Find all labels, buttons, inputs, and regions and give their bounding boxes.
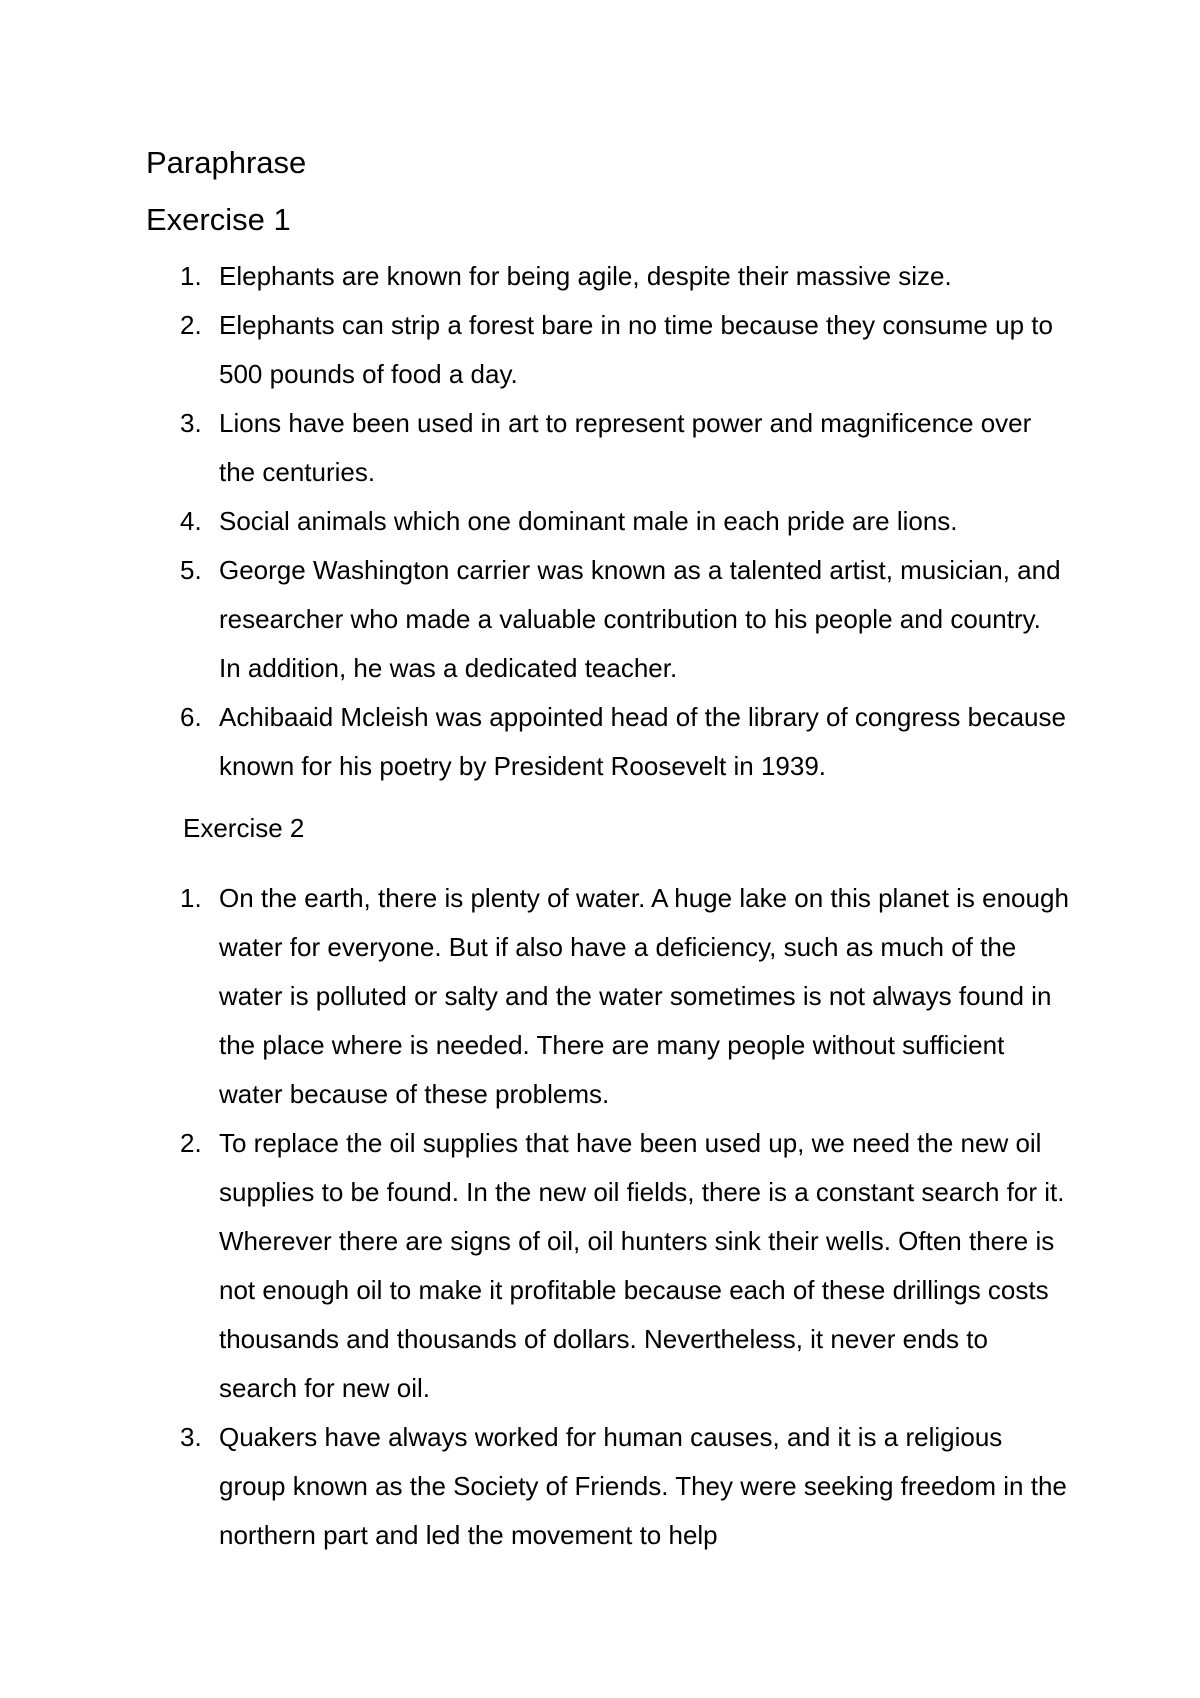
list-item-text: Elephants are known for being agile, despite their massive size.: [219, 261, 952, 291]
list-item: [0, 399, 1069, 497]
page-title: Paraphrase: [146, 145, 307, 180]
list-item-text: On the earth, there is plenty of water. A huge lake on this planet is enough water for everyone. But if also have a deficiency, such as much of the water is polluted or salty and the water sometimes is not always found in the place where is needed. There are many people without sufficient water because of these problems.: [219, 883, 1069, 1109]
list-item-text: George Washington carrier was known as a talented artist, musician, and researcher who made a valuable contribution to his people and country. In addition, he was a dedicated teacher.: [219, 555, 1061, 683]
list-item-text: Achibaaid Mcleish was appointed head of the library of congress because known for his poetry by President Roosevelt in 1939.: [219, 702, 1066, 781]
list-item: [0, 1119, 1069, 1413]
list-marker: 3.: [180, 408, 202, 438]
list-marker: 2.: [180, 1128, 202, 1158]
list-item-text: Elephants can strip a forest bare in no time because they consume up to 500 pounds of food a day.: [219, 310, 1053, 389]
exercise-1-heading: Exercise 1: [146, 202, 291, 237]
list-item-text: Quakers have always worked for human causes, and it is a religious group known as the Society of Friends. They were seeking freedom in the northern part and led the movement to help: [219, 1422, 1067, 1550]
list-item-text: To replace the oil supplies that have been used up, we need the new oil supplies to be found. In the new oil fields, there is a constant search for it. Wherever there are signs of oil, oil hunters sink their wells. Often there is not enough oil to make it profitable because each of these drillings costs thousands and thousands of dollars. Nevertheless, it never ends to search for new oil.: [219, 1128, 1065, 1403]
list-item-text: Lions have been used in art to represent power and magnificence over the centuries.: [219, 408, 1032, 487]
list-item: [0, 301, 1069, 399]
list-marker: 6.: [180, 702, 202, 732]
exercise-1-list: [0, 252, 1200, 791]
list-item: [0, 693, 1069, 791]
list-item: [0, 546, 1069, 693]
list-item: [0, 497, 1069, 546]
list-item: [0, 874, 1069, 1119]
list-marker: 2.: [180, 310, 202, 340]
list-item: [0, 1413, 1069, 1560]
list-marker: 1.: [180, 261, 202, 291]
exercise-2-heading: Exercise 2: [183, 813, 305, 843]
list-marker: 5.: [180, 555, 202, 585]
exercise-2-list: [0, 874, 1200, 1560]
list-marker: 1.: [180, 883, 202, 913]
list-marker: 3.: [180, 1422, 202, 1452]
list-item-text: Social animals which one dominant male in each pride are lions.: [219, 506, 958, 536]
list-item: [0, 252, 1069, 301]
list-marker: 4.: [180, 506, 202, 536]
